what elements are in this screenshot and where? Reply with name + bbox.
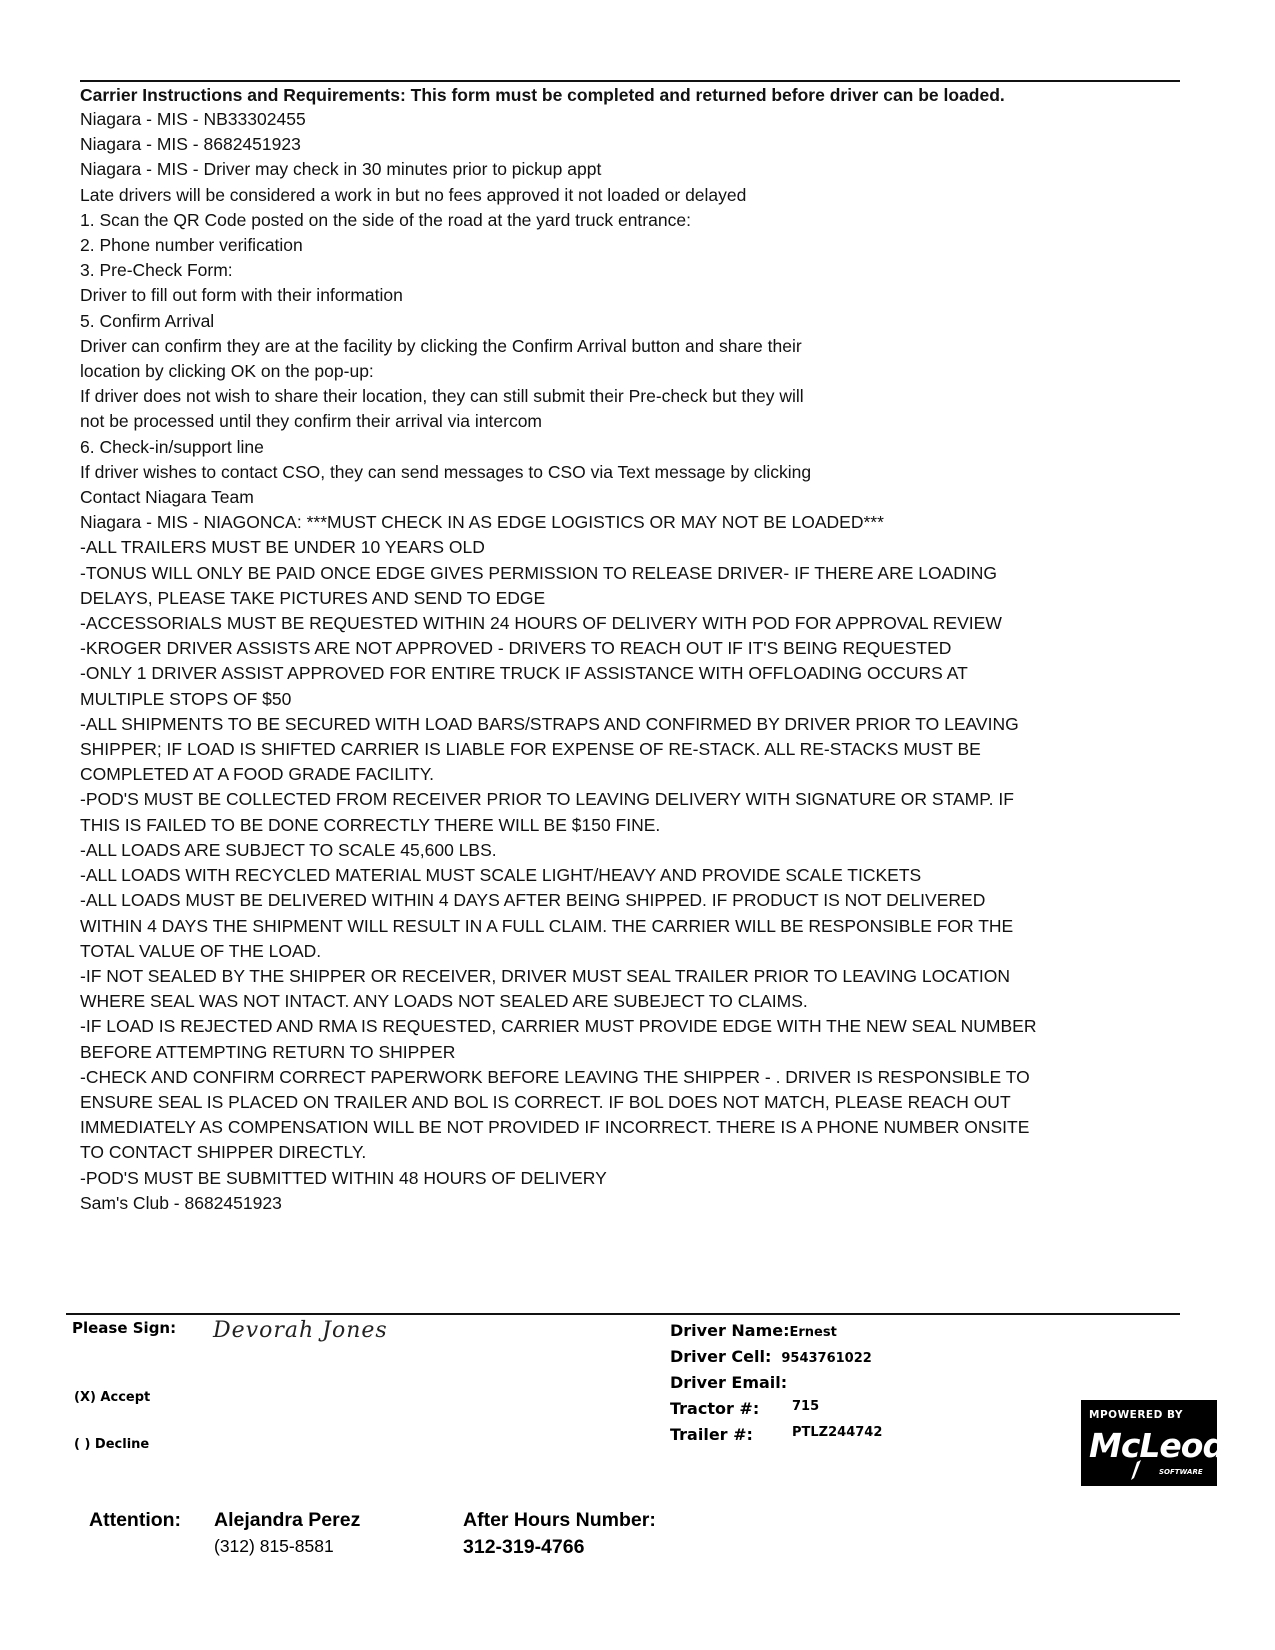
attention-phone: (312) 815-8581 (214, 1536, 334, 1556)
driver-cell-value: 9543761022 (781, 1351, 872, 1366)
instruction-line: -POD'S MUST BE SUBMITTED WITHIN 48 HOURS OF DELIVERY (80, 1167, 607, 1188)
instruction-line: -KROGER DRIVER ASSISTS ARE NOT APPROVED - DRIVERS TO REACH OUT IF IT'S BEING REQUESTED (80, 638, 952, 659)
instruction-line: Driver can confirm they are at the facility by clicking the Confirm Arrival button and share their (80, 335, 802, 356)
instruction-line: IMMEDIATELY AS COMPENSATION WILL BE NOT PROVIDED IF INCORRECT. THERE IS A PHONE NUMBER ONSITE (80, 1117, 1030, 1138)
instruction-line: Niagara - MIS - 8682451923 (80, 134, 301, 155)
tractor-value: 715 (792, 1399, 820, 1414)
instruction-line: -POD'S MUST BE COLLECTED FROM RECEIVER PRIOR TO LEAVING DELIVERY WITH SIGNATURE OR STAMP. IF (80, 789, 1014, 810)
instruction-line: 2. Phone number verification (80, 235, 303, 256)
instruction-line: Late drivers will be considered a work in but no fees approved it not loaded or delayed (80, 184, 747, 205)
instruction-line: -ALL SHIPMENTS TO BE SECURED WITH LOAD BARS/STRAPS AND CONFIRMED BY DRIVER PRIOR TO LEAVING (80, 713, 1019, 734)
logo-swoosh-icon (1129, 1460, 1143, 1480)
instruction-line: -ACCESSORIALS MUST BE REQUESTED WITHIN 24 HOURS OF DELIVERY WITH POD FOR APPROVAL REVIEW (80, 613, 1002, 634)
trailer-label: Trailer #: (670, 1425, 753, 1444)
instruction-line: THIS IS FAILED TO BE DONE CORRECTLY THERE WILL BE $150 FINE. (80, 814, 661, 835)
instruction-line: -ALL TRAILERS MUST BE UNDER 10 YEARS OLD (80, 537, 485, 558)
logo-wordmark: McLeod (1089, 1426, 1226, 1465)
instruction-line: -IF NOT SEALED BY THE SHIPPER OR RECEIVER, DRIVER MUST SEAL TRAILER PRIOR TO LEAVING LOCATION (80, 965, 1010, 986)
instruction-line: -ALL LOADS WITH RECYCLED MATERIAL MUST SCALE LIGHT/HEAVY AND PROVIDE SCALE TICKETS (80, 865, 922, 886)
instruction-line: 3. Pre-Check Form: (80, 260, 233, 281)
logo-software: SOFTWARE (1159, 1468, 1203, 1476)
driver-info (670, 1321, 883, 1451)
instruction-line: MULTIPLE STOPS OF $50 (80, 688, 292, 709)
after-hours-label: After Hours Number: (463, 1509, 656, 1531)
instruction-line: -CHECK AND CONFIRM CORRECT PAPERWORK BEFORE LEAVING THE SHIPPER - . DRIVER IS RESPONSIBLE TO (80, 1066, 1030, 1087)
instruction-line: -IF LOAD IS REJECTED AND RMA IS REQUESTED, CARRIER MUST PROVIDE EDGE WITH THE NEW SEAL NUMBER (80, 1016, 1037, 1037)
instruction-line: 1. Scan the QR Code posted on the side of the road at the yard truck entrance: (80, 209, 691, 230)
instruction-line: COMPLETED AT A FOOD GRADE FACILITY. (80, 764, 434, 785)
driver-cell-row (670, 1347, 872, 1373)
instruction-line: -ALL LOADS ARE SUBJECT TO SCALE 45,600 LBS. (80, 839, 497, 860)
decline-option[interactable]: ( ) Decline (74, 1437, 150, 1452)
instruction-line: 5. Confirm Arrival (80, 310, 215, 331)
instruction-line: 6. Check-in/support line (80, 436, 264, 457)
instruction-line: Contact Niagara Team (80, 487, 254, 508)
instruction-line: -TONUS WILL ONLY BE PAID ONCE EDGE GIVES PERMISSION TO RELEASE DRIVER- IF THERE ARE LOADING (80, 562, 998, 583)
attention-name: Alejandra Perez (214, 1509, 361, 1531)
tractor-label: Tractor #: (670, 1399, 760, 1418)
driver-email-label: Driver Email: (670, 1373, 788, 1392)
instruction-line: location by clicking OK on the pop-up: (80, 361, 374, 382)
after-hours-number: 312-319-4766 (463, 1536, 585, 1558)
accept-option[interactable]: (X) Accept (74, 1390, 151, 1405)
signature-divider (66, 1313, 1180, 1315)
instruction-line: -ONLY 1 DRIVER ASSIST APPROVED FOR ENTIRE TRUCK IF ASSISTANCE WITH OFFLOADING OCCURS AT (80, 663, 968, 684)
driver-name-value: Ernest (789, 1325, 837, 1340)
signature-field[interactable]: Devorah Jones (213, 1318, 388, 1343)
trailer-row (670, 1425, 883, 1451)
driver-name-row (670, 1321, 872, 1347)
driver-name-label: Driver Name: (670, 1321, 790, 1340)
driver-email-row (670, 1373, 872, 1399)
instruction-line: Niagara - MIS - NB33302455 (80, 109, 306, 129)
instruction-line: SHIPPER; IF LOAD IS SHIFTED CARRIER IS LIABLE FOR EXPENSE OF RE-STACK. ALL RE-STACKS MUST BE (80, 739, 981, 760)
instruction-line: If driver wishes to contact CSO, they can send messages to CSO via Text message by clicking (80, 461, 812, 482)
instruction-line: Sam's Club - 8682451923 (80, 1192, 282, 1213)
instructions-header: Carrier Instructions and Requirements: This form must be completed and returned before driver can be loaded. (80, 85, 1005, 105)
instruction-line: Driver to fill out form with their information (80, 285, 403, 306)
instruction-line: Niagara - MIS - NIAGONCA: ***MUST CHECK IN AS EDGE LOGISTICS OR MAY NOT BE LOADED*** (80, 512, 884, 533)
driver-cell-label: Driver Cell: (670, 1347, 772, 1366)
instruction-line: TO CONTACT SHIPPER DIRECTLY. (80, 1142, 367, 1163)
attention-label: Attention: (89, 1509, 182, 1531)
instruction-line: -ALL LOADS MUST BE DELIVERED WITHIN 4 DAYS AFTER BEING SHIPPED. IF PRODUCT IS NOT DELIVERED (80, 890, 986, 911)
instruction-line: TOTAL VALUE OF THE LOAD. (80, 940, 322, 961)
instruction-line: not be processed until they confirm their arrival via intercom (80, 411, 543, 432)
instructions-list (80, 107, 1190, 1216)
mcleod-logo (1081, 1400, 1226, 1486)
trailer-value: PTLZ244742 (792, 1425, 883, 1440)
instruction-line: If driver does not wish to share their location, they can still submit their Pre-check but they will (80, 386, 804, 407)
instruction-line: DELAYS, PLEASE TAKE PICTURES AND SEND TO EDGE (80, 587, 546, 608)
instruction-line: WITHIN 4 DAYS THE SHIPMENT WILL RESULT IN A FULL CLAIM. THE CARRIER WILL BE RESPONSIBLE FOR THE (80, 915, 1014, 936)
tractor-row (670, 1399, 872, 1425)
logo-powered-by: MPOWERED BY (1089, 1409, 1183, 1421)
instruction-line: Niagara - MIS - Driver may check in 30 minutes prior to pickup appt (80, 159, 602, 180)
instruction-line: BEFORE ATTEMPTING RETURN TO SHIPPER (80, 1041, 456, 1062)
please-sign-label: Please Sign: (72, 1319, 177, 1337)
instruction-line: ENSURE SEAL IS PLACED ON TRAILER AND BOL IS CORRECT. IF BOL DOES NOT MATCH, PLEASE REACH OUT (80, 1091, 1011, 1112)
instruction-line: WHERE SEAL WAS NOT INTACT. ANY LOADS NOT SEALED ARE SUBEJECT TO CLAIMS. (80, 991, 808, 1012)
